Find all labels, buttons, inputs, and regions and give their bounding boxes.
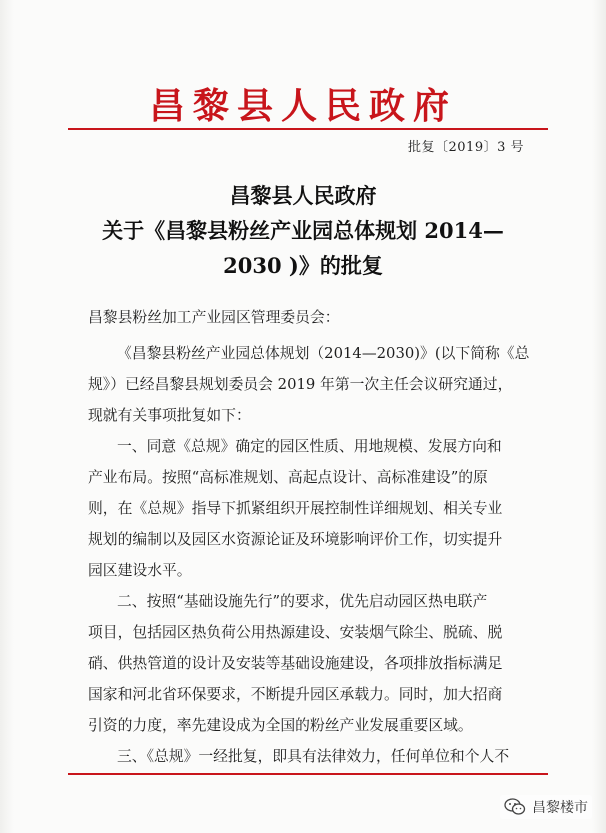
addressee bbox=[88, 302, 540, 333]
paragraph-line: 三、《总规》一经批复，即具有法律效力，任何单位和个人不 bbox=[117, 748, 510, 765]
document-title-line: 关于《昌黎县粉丝产业园总体规划 2014— bbox=[102, 218, 504, 243]
paragraph bbox=[88, 338, 540, 431]
paragraph bbox=[88, 741, 540, 772]
paragraph-line: 则，在《总规》指导下抓紧组织开展控制性详细规划、相关专业 bbox=[88, 500, 503, 517]
paragraph-line: 国家和河北省环保要求，不断提升园区承载力。同时，加大招商 bbox=[88, 686, 503, 703]
wechat-icon bbox=[504, 798, 526, 816]
document-number: 批复〔2019〕3 号 bbox=[408, 140, 524, 155]
letterhead-red-rule bbox=[68, 128, 548, 130]
paragraph-line: 二、按照“基础设施先行”的要求，优先启动园区热电联产 bbox=[117, 593, 488, 610]
paragraph-line: 硝、供热管道的设计及安装等基础设施建设，各项排放指标满足 bbox=[88, 655, 503, 672]
document-title bbox=[0, 178, 606, 283]
paragraph-line: 《昌黎县粉丝产业园总体规划（2014—2030)》(以下简称《总 bbox=[117, 345, 530, 362]
paragraph bbox=[88, 431, 540, 586]
document-title-line: 2030 )》的批复 bbox=[223, 253, 383, 278]
paragraph-line: 项目，包括园区热负荷公用热源建设、安装烟气除尘、脱硫、脱 bbox=[88, 624, 503, 641]
paragraph-line: 园区建设水平。 bbox=[88, 562, 192, 579]
footer-red-rule bbox=[68, 773, 548, 775]
paragraph bbox=[88, 586, 540, 741]
paragraph-line: 规》）已经昌黎县规划委员会 2019 年第一次主任会议研究通过， bbox=[88, 376, 513, 393]
body-paragraphs bbox=[88, 338, 540, 772]
paragraph-line: 一、同意《总规》确定的园区性质、用地规模、发展方向和 bbox=[117, 438, 502, 455]
letterhead-title: 昌黎县人民政府 bbox=[148, 85, 457, 127]
paragraph-line: 引资的力度，率先建设成为全国的粉丝产业发展重要区域。 bbox=[88, 717, 473, 734]
wechat-watermark bbox=[500, 795, 592, 819]
paragraph-line: 现就有关事项批复如下： bbox=[88, 407, 251, 424]
addressee-line: 昌黎县粉丝加工产业园区管理委员会： bbox=[88, 309, 340, 326]
paragraph-line: 产业布局。按照“高标准规划、高起点设计、高标准建设”的原 bbox=[88, 469, 488, 486]
watermark-text: 昌黎楼市 bbox=[532, 800, 588, 816]
document-title-line: 昌黎县人民政府 bbox=[229, 183, 377, 208]
paragraph-line: 规划的编制以及园区水资源论证及环境影响评价工作，切实提升 bbox=[88, 531, 503, 548]
